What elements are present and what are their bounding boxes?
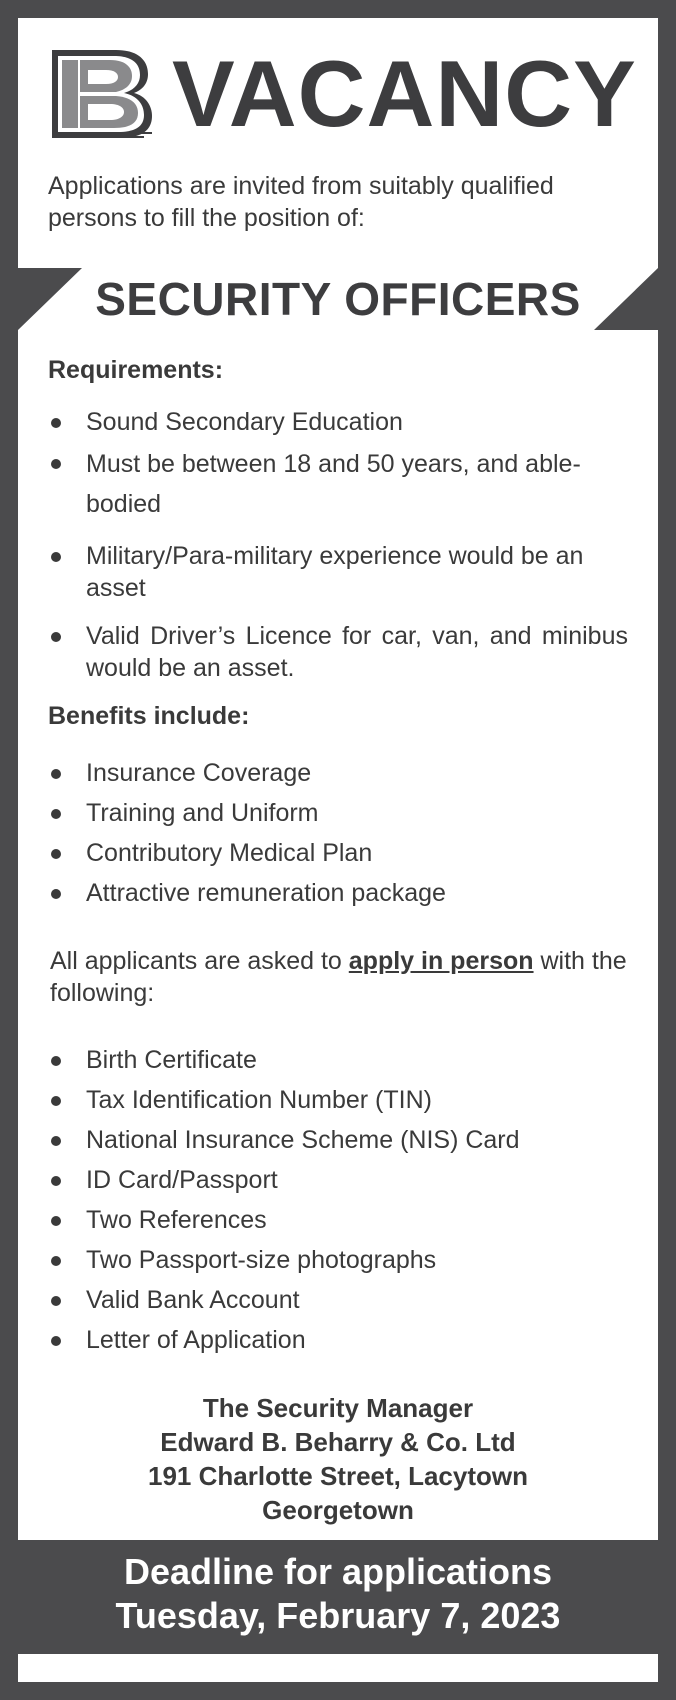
document-item: Two References — [48, 1204, 628, 1236]
contact-block — [18, 1391, 658, 1527]
bullet-icon — [51, 418, 61, 428]
requirement-item: Military/Para-military experience would be an asset — [48, 540, 628, 604]
benefits-heading: Benefits include: — [48, 702, 250, 730]
benefit-item: Contributory Medical Plan — [48, 837, 628, 869]
document-item: ID Card/Passport — [48, 1164, 628, 1196]
deadline-label: Deadline for applications — [123, 1551, 553, 1592]
benefit-item: Attractive remuneration package — [48, 877, 628, 909]
bullet-icon — [51, 1216, 61, 1226]
apply-in-person-emphasis: apply in person — [348, 947, 534, 975]
position-title: SECURITY OFFICERS — [95, 273, 581, 325]
bullet-icon — [51, 849, 61, 859]
contact-address: 191 Charlotte Street, Lacytown — [148, 1461, 528, 1491]
bullet-icon — [51, 632, 61, 642]
bullet-icon — [51, 809, 61, 819]
benefits-list — [48, 757, 628, 909]
bullet-icon — [51, 1056, 61, 1066]
bullet-icon — [51, 1256, 61, 1266]
bullet-icon — [51, 1336, 61, 1346]
bullet-icon — [51, 459, 61, 469]
company-logo-icon — [50, 48, 154, 140]
requirements-heading: Requirements: — [48, 356, 224, 384]
document-item: National Insurance Scheme (NIS) Card — [48, 1124, 628, 1156]
benefit-item: Insurance Coverage — [48, 757, 628, 789]
requirement-item: Sound Secondary Education — [48, 406, 628, 438]
bullet-icon — [51, 1096, 61, 1106]
document-item: Tax Identification Number (TIN) — [48, 1084, 628, 1116]
benefit-item: Training and Uniform — [48, 797, 628, 829]
document-item: Letter of Application — [48, 1324, 628, 1356]
documents-list — [48, 1044, 628, 1356]
requirements-list — [48, 406, 628, 684]
document-item: Two Passport-size photographs — [48, 1244, 628, 1276]
bullet-icon — [51, 1136, 61, 1146]
position-banner — [18, 268, 658, 330]
vacancy-title: VACANCY — [172, 41, 637, 146]
requirement-item: Must be between 18 and 50 years, and able-bodied — [48, 444, 628, 524]
bullet-icon — [51, 1296, 61, 1306]
deadline-date: Tuesday, February 7, 2023 — [115, 1595, 561, 1636]
bottom-strip — [18, 1654, 658, 1682]
bullet-icon — [51, 769, 61, 779]
intro-text: Applications are invited from suitably qualified persons to fill the position of: — [48, 172, 554, 232]
contact-company: Edward B. Beharry & Co. Ltd — [160, 1427, 516, 1457]
bullet-icon — [51, 1176, 61, 1186]
document-item: Birth Certificate — [48, 1044, 628, 1076]
bullet-icon — [51, 552, 61, 562]
document-item: Valid Bank Account — [48, 1284, 628, 1316]
apply-instructions: All applicants are asked to apply in person with the following: — [50, 947, 627, 1007]
requirement-item: Valid Driver’s Licence for car, van, and minibus would be an asset. — [48, 620, 628, 684]
contact-city: Georgetown — [262, 1495, 414, 1525]
contact-title: The Security Manager — [202, 1393, 474, 1423]
bullet-icon — [51, 889, 61, 899]
deadline-block — [18, 1550, 658, 1638]
